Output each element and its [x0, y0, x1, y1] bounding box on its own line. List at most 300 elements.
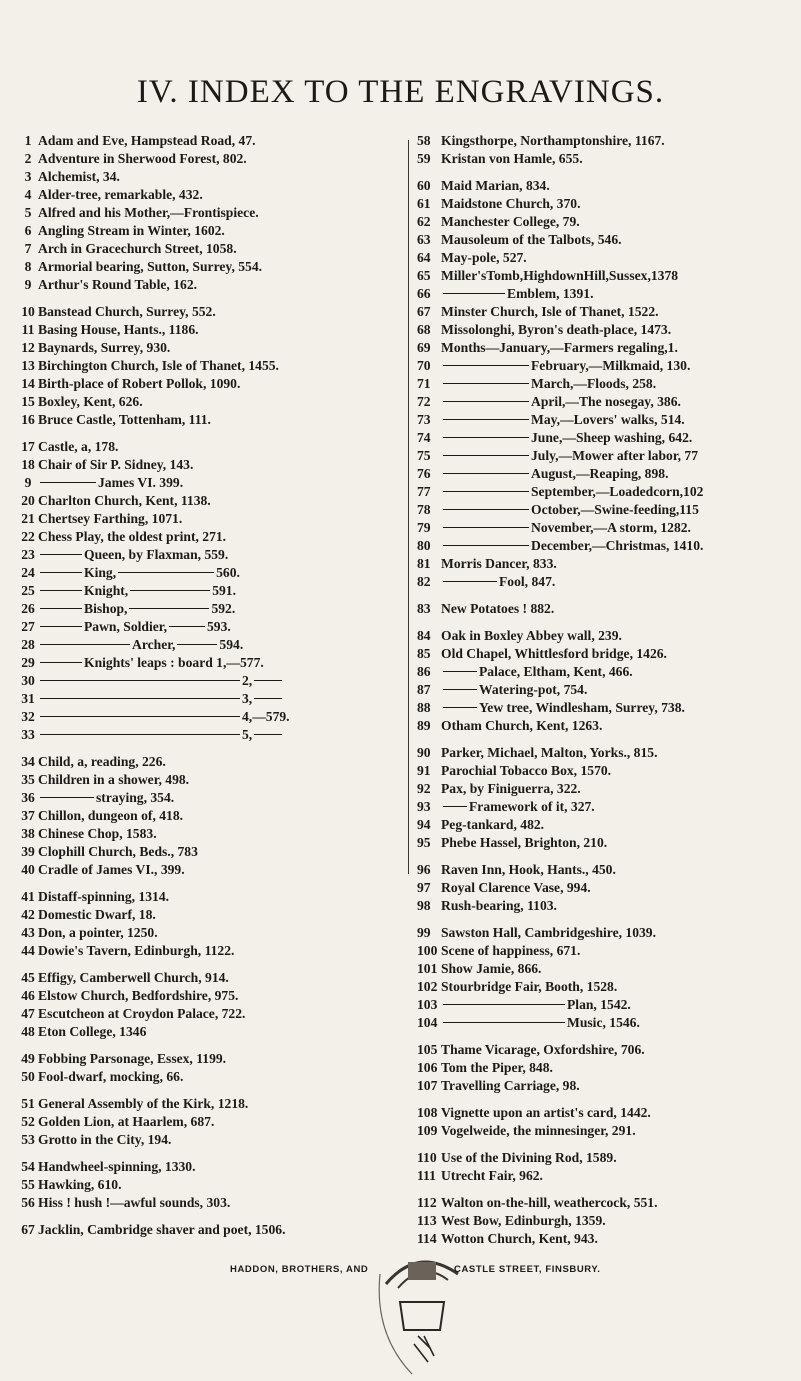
entry-number: 15	[21, 394, 35, 409]
ditto-rule	[118, 572, 214, 573]
index-entry	[417, 1104, 789, 1122]
entry-number: 8	[24, 259, 32, 274]
index-entry	[18, 438, 406, 456]
entry-text: Otham Church, Kent, 1263.	[441, 718, 603, 733]
index-entry	[18, 888, 406, 906]
group-gap	[18, 429, 406, 438]
ditto-rule	[40, 680, 240, 681]
entry-number: 99	[417, 925, 431, 940]
index-entry	[417, 537, 789, 555]
entry-text: Knight,	[84, 583, 129, 598]
entry-number: 95	[417, 835, 431, 850]
entry-number: 49	[21, 1051, 35, 1066]
entry-text: Sawston Hall, Cambridgeshire, 1039.	[441, 925, 656, 940]
ditto-rule	[443, 401, 529, 402]
index-entry	[417, 879, 789, 897]
entry-text: Phebe Hassel, Brighton, 210.	[441, 835, 608, 850]
entry-text: Dowie's Tavern, Edinburgh, 1122.	[38, 943, 235, 958]
group-gap	[417, 1140, 789, 1149]
entry-text: Arthur's Round Table, 162.	[38, 277, 198, 292]
entry-text: June,—Sheep washing, 642.	[531, 430, 693, 445]
entry-number: 41	[21, 889, 35, 904]
entry-text: Boxley, Kent, 626.	[38, 394, 143, 409]
index-entry	[417, 1077, 789, 1095]
index-entry	[417, 339, 789, 357]
column-divider	[408, 140, 409, 874]
entry-number: 13	[21, 358, 35, 373]
index-entry	[18, 1005, 406, 1023]
entry-number: 83	[417, 601, 431, 616]
entry-text: Fool, 847.	[499, 574, 556, 589]
entry-text: Yew tree, Windlesham, Surrey, 738.	[479, 700, 685, 715]
entry-number: 56	[21, 1195, 35, 1210]
entry-number: 20	[21, 493, 35, 508]
entry-text: Cradle of James VI., 399.	[38, 862, 185, 877]
index-entry	[417, 573, 789, 591]
entry-text: Baynards, Surrey, 930.	[38, 340, 171, 355]
index-entry	[18, 618, 406, 636]
entry-text: Utrecht Fair, 962.	[441, 1168, 543, 1183]
entry-text: August,—Reaping, 898.	[531, 466, 669, 481]
entry-text: Pawn, Soldier,	[84, 619, 167, 634]
entry-number: 11	[21, 322, 35, 337]
ditto-rule	[40, 698, 240, 699]
index-entry	[417, 501, 789, 519]
index-entry	[18, 987, 406, 1005]
entry-text: Vignette upon an artist's card, 1442.	[441, 1105, 651, 1120]
ditto-rule	[443, 527, 529, 528]
entry-text: Peg-tankard, 482.	[441, 817, 545, 832]
entry-number: 1	[24, 133, 32, 148]
entry-text: December,—Christmas, 1410.	[531, 538, 704, 553]
entry-text: October,—Swine-feeding,115	[531, 502, 699, 517]
entry-text: Kingsthorpe, Northamptonshire, 1167.	[441, 133, 665, 148]
entry-text: Show Jamie, 866.	[441, 961, 542, 976]
ditto-rule	[443, 689, 477, 690]
index-entry	[18, 969, 406, 987]
entry-text: Escutcheon at Croydon Palace, 722.	[38, 1006, 246, 1021]
index-entry	[18, 564, 406, 582]
entry-text: Handwheel-spinning, 1330.	[38, 1159, 196, 1174]
group-gap	[417, 915, 789, 924]
entry-text: Scene of happiness, 671.	[441, 943, 581, 958]
entry-number: 54	[21, 1159, 35, 1174]
ditto-rule	[443, 419, 529, 420]
entry-number: 75	[417, 448, 431, 463]
index-entry	[18, 600, 406, 618]
entry-number: 90	[417, 745, 431, 760]
index-entry	[417, 897, 789, 915]
entry-number: 104	[417, 1015, 438, 1030]
entry-number: 48	[21, 1024, 35, 1039]
entry-number: 26	[21, 601, 35, 616]
group-gap	[18, 960, 406, 969]
ditto-rule	[443, 806, 467, 807]
index-entry	[417, 177, 789, 195]
index-entry	[18, 339, 406, 357]
entry-text: Chertsey Farthing, 1071.	[38, 511, 183, 526]
entry-number: 66	[417, 286, 431, 301]
entry-number: 110	[417, 1150, 437, 1165]
ditto-rule	[443, 473, 529, 474]
entry-number: 39	[21, 844, 35, 859]
entry-text: Birth-place of Robert Pollok, 1090.	[38, 376, 241, 391]
entry-text: Alder-tree, remarkable, 432.	[38, 187, 203, 202]
group-gap	[417, 852, 789, 861]
index-entry	[18, 186, 406, 204]
entry-text: Framework of it, 327.	[469, 799, 595, 814]
entry-number: 73	[417, 412, 431, 427]
index-entry	[417, 996, 789, 1014]
entry-text: 594.	[219, 637, 244, 652]
ditto-rule	[40, 662, 82, 663]
index-entry	[417, 762, 789, 780]
entry-text: Children in a shower, 498.	[38, 772, 190, 787]
entry-text: 2,	[242, 673, 253, 688]
entry-number: 59	[417, 151, 431, 166]
entry-text: Morris Dancer, 833.	[441, 556, 557, 571]
index-entry	[417, 780, 789, 798]
ditto-rule	[40, 482, 96, 483]
entry-text: Mausoleum of the Talbots, 546.	[441, 232, 622, 247]
entry-number: 29	[21, 655, 35, 670]
entry-text: November,—A storm, 1282.	[531, 520, 691, 535]
ditto-rule	[40, 554, 82, 555]
entry-number: 24	[21, 565, 35, 580]
index-entry	[417, 717, 789, 735]
ditto-rule	[40, 572, 82, 573]
index-entry	[417, 1059, 789, 1077]
index-entry	[18, 1113, 406, 1131]
index-entry	[18, 240, 406, 258]
entry-text: straying, 354.	[96, 790, 175, 805]
entry-text: Charlton Church, Kent, 1138.	[38, 493, 211, 508]
entry-text: February,—Milkmaid, 130.	[531, 358, 691, 373]
ditto-rule	[40, 626, 82, 627]
entry-text: Fool-dwarf, mocking, 66.	[38, 1069, 184, 1084]
index-entry	[18, 1221, 406, 1239]
ditto-rule	[254, 734, 282, 735]
index-entry	[18, 1131, 406, 1149]
entry-number: 67	[21, 1222, 35, 1237]
index-column-left	[18, 132, 406, 1239]
index-entry	[417, 132, 789, 150]
index-entry	[18, 636, 406, 654]
index-entry	[417, 357, 789, 375]
entry-text: Parochial Tobacco Box, 1570.	[441, 763, 612, 778]
index-entry	[18, 906, 406, 924]
index-entry	[18, 132, 406, 150]
entry-number: 71	[417, 376, 431, 391]
index-entry	[18, 771, 406, 789]
entry-number: 62	[417, 214, 431, 229]
entry-text: Knights' leaps : board 1,—577.	[84, 655, 264, 670]
index-entry	[417, 699, 789, 717]
entry-number: 6	[24, 223, 32, 238]
entry-number: 23	[21, 547, 35, 562]
entry-number: 94	[417, 817, 431, 832]
index-entry	[417, 303, 789, 321]
group-gap	[18, 744, 406, 753]
entry-number: 91	[417, 763, 431, 778]
entry-number: 35	[21, 772, 35, 787]
entry-text: Archer,	[132, 637, 176, 652]
ditto-rule	[177, 644, 217, 645]
entry-number: 85	[417, 646, 431, 661]
index-entry	[417, 645, 789, 663]
ditto-rule	[40, 644, 130, 645]
entry-number: 17	[21, 439, 35, 454]
index-entry	[18, 1176, 406, 1194]
entry-text: May-pole, 527.	[441, 250, 527, 265]
entry-number: 68	[417, 322, 431, 337]
index-entry	[417, 267, 789, 285]
ditto-rule	[443, 545, 529, 546]
group-gap	[417, 591, 789, 600]
entry-number: 74	[417, 430, 431, 445]
entry-text: Grotto in the City, 194.	[38, 1132, 172, 1147]
entry-number: 80	[417, 538, 431, 553]
index-entry	[18, 303, 406, 321]
entry-text: September,—Loadedcorn,102	[531, 484, 704, 499]
index-entry	[18, 321, 406, 339]
ditto-rule	[40, 608, 82, 609]
entry-text: Bruce Castle, Tottenham, 111.	[38, 412, 211, 427]
entry-number: 42	[21, 907, 35, 922]
index-entry	[417, 411, 789, 429]
index-entry	[417, 960, 789, 978]
entry-number: 61	[417, 196, 431, 211]
entry-text: Queen, by Flaxman, 559.	[84, 547, 229, 562]
index-entry	[18, 789, 406, 807]
entry-number: 5	[24, 205, 32, 220]
entry-text: 591.	[212, 583, 236, 598]
entry-text: Chinese Chop, 1583.	[38, 826, 157, 841]
entry-number: 51	[21, 1096, 35, 1111]
index-entry	[417, 555, 789, 573]
index-entry	[18, 582, 406, 600]
ditto-rule	[254, 698, 282, 699]
entry-text: Basing House, Hants., 1186.	[38, 322, 199, 337]
entry-number: 40	[21, 862, 35, 877]
index-entry	[417, 483, 789, 501]
entry-text: Stourbridge Fair, Booth, 1528.	[441, 979, 618, 994]
publisher-imprint	[230, 1264, 610, 1278]
ditto-rule	[129, 608, 209, 609]
entry-text: Missolonghi, Byron's death-place, 1473.	[441, 322, 672, 337]
entry-text: Armorial bearing, Sutton, Surrey, 554.	[38, 259, 263, 274]
index-entry	[417, 429, 789, 447]
index-entry	[18, 1050, 406, 1068]
entry-number: 46	[21, 988, 35, 1003]
ditto-rule	[443, 383, 529, 384]
entry-text: Walton on-the-hill, weathercock, 551.	[441, 1195, 658, 1210]
index-entry	[417, 600, 789, 618]
entry-number: 16	[21, 412, 35, 427]
index-entry	[417, 627, 789, 645]
entry-number: 97	[417, 880, 431, 895]
entry-text: Golden Lion, at Haarlem, 687.	[38, 1114, 215, 1129]
index-entry	[417, 798, 789, 816]
entry-number: 63	[417, 232, 431, 247]
entry-text: Effigy, Camberwell Church, 914.	[38, 970, 229, 985]
index-entry	[18, 843, 406, 861]
group-gap	[18, 1041, 406, 1050]
entry-number: 109	[417, 1123, 438, 1138]
entry-text: Oak in Boxley Abbey wall, 239.	[441, 628, 622, 643]
entry-number: 4	[24, 187, 32, 202]
entry-text: Hawking, 610.	[38, 1177, 122, 1192]
entry-text: New Potatoes ! 882.	[441, 601, 555, 616]
entry-number: 111	[417, 1168, 436, 1183]
entry-number: 87	[417, 682, 431, 697]
entry-text: 560.	[216, 565, 240, 580]
index-entry	[417, 231, 789, 249]
index-entry	[18, 726, 406, 744]
ditto-rule	[443, 491, 529, 492]
entry-text: Travelling Carriage, 98.	[441, 1078, 580, 1093]
group-gap	[417, 1095, 789, 1104]
entry-text: Manchester College, 79.	[441, 214, 580, 229]
index-entry	[18, 393, 406, 411]
entry-number: 37	[21, 808, 35, 823]
index-entry	[18, 375, 406, 393]
entry-number: 3	[24, 169, 32, 184]
index-entry	[417, 465, 789, 483]
index-entry	[417, 519, 789, 537]
index-entry	[18, 1194, 406, 1212]
entry-text: Minster Church, Isle of Thanet, 1522.	[441, 304, 659, 319]
index-entry	[417, 924, 789, 942]
entry-text: Domestic Dwarf, 18.	[38, 907, 156, 922]
entry-text: Don, a pointer, 1250.	[38, 925, 158, 940]
index-entry	[417, 150, 789, 168]
entry-number: 84	[417, 628, 431, 643]
index-entry	[18, 510, 406, 528]
index-entry	[18, 204, 406, 222]
entry-text: Alchemist, 34.	[38, 169, 120, 184]
entry-text: Jacklin, Cambridge shaver and poet, 1506.	[38, 1222, 286, 1237]
entry-text: Banstead Church, Surrey, 552.	[38, 304, 216, 319]
entry-number: 92	[417, 781, 431, 796]
entry-number: 43	[21, 925, 35, 940]
ditto-rule	[443, 293, 505, 294]
entry-number: 52	[21, 1114, 35, 1129]
entry-number: 47	[21, 1006, 35, 1021]
entry-number: 96	[417, 862, 431, 877]
entry-text: Watering-pot, 754.	[479, 682, 588, 697]
index-entry	[417, 1230, 789, 1248]
entry-text: Rush-bearing, 1103.	[441, 898, 557, 913]
index-entry	[417, 1167, 789, 1185]
entry-text: Fobbing Parsonage, Essex, 1199.	[38, 1051, 227, 1066]
index-entry	[18, 222, 406, 240]
index-entry	[417, 942, 789, 960]
entry-text: Adventure in Sherwood Forest, 802.	[38, 151, 247, 166]
entry-number: 36	[21, 790, 35, 805]
entry-number: 86	[417, 664, 431, 679]
ditto-rule	[443, 707, 477, 708]
entry-number: 38	[21, 826, 35, 841]
entry-text: Elstow Church, Bedfordshire, 975.	[38, 988, 239, 1003]
entry-number: 22	[21, 529, 35, 544]
index-entry	[417, 816, 789, 834]
group-gap	[417, 1185, 789, 1194]
entry-text: Alfred and his Mother,—Frontispiece.	[38, 205, 259, 220]
entry-number: 76	[417, 466, 431, 481]
entry-number: 34	[21, 754, 35, 769]
ditto-rule	[130, 590, 210, 591]
entry-text: Hiss ! hush !—awful sounds, 303.	[38, 1195, 231, 1210]
entry-number: 7	[24, 241, 32, 256]
entry-number: 44	[21, 943, 35, 958]
entry-number: 9	[24, 475, 32, 490]
entry-text: July,—Mower after labor, 77	[531, 448, 699, 463]
entry-number: 31	[21, 691, 35, 706]
entry-number: 69	[417, 340, 431, 355]
entry-text: Angling Stream in Winter, 1602.	[38, 223, 225, 238]
ditto-rule	[40, 590, 82, 591]
entry-number: 70	[417, 358, 431, 373]
entry-text: Chillon, dungeon of, 418.	[38, 808, 184, 823]
entry-number: 113	[417, 1213, 437, 1228]
index-entry	[18, 654, 406, 672]
index-entry	[18, 1068, 406, 1086]
index-entry	[18, 672, 406, 690]
index-entry	[18, 150, 406, 168]
entry-text: Tom the Piper, 848.	[441, 1060, 553, 1075]
entry-number: 30	[21, 673, 35, 688]
entry-number: 101	[417, 961, 438, 976]
entry-text: Parker, Michael, Malton, Yorks., 815.	[441, 745, 658, 760]
group-gap	[18, 1086, 406, 1095]
ditto-rule	[40, 734, 240, 735]
entry-number: 77	[417, 484, 431, 499]
entry-text: Chair of Sir P. Sidney, 143.	[38, 457, 194, 472]
group-gap	[18, 1212, 406, 1221]
entry-text: Raven Inn, Hook, Hants., 450.	[441, 862, 616, 877]
ditto-rule	[443, 365, 529, 366]
entry-text: Maidstone Church, 370.	[441, 196, 581, 211]
index-entry	[417, 1041, 789, 1059]
entry-number: 102	[417, 979, 438, 994]
entry-number: 106	[417, 1060, 438, 1075]
entry-number: 14	[21, 376, 35, 391]
entry-number: 67	[417, 304, 431, 319]
entry-number: 21	[21, 511, 35, 526]
index-entry	[18, 168, 406, 186]
index-entry	[417, 663, 789, 681]
index-entry	[18, 861, 406, 879]
entry-text: West Bow, Edinburgh, 1359.	[441, 1213, 606, 1228]
ditto-rule	[443, 581, 497, 582]
entry-number: 25	[21, 583, 35, 598]
entry-number: 28	[21, 637, 35, 652]
index-entry	[18, 942, 406, 960]
index-entry	[417, 285, 789, 303]
entry-number: 112	[417, 1195, 437, 1210]
group-gap	[417, 618, 789, 627]
ditto-rule	[443, 455, 529, 456]
entry-text: Emblem, 1391.	[507, 286, 594, 301]
ditto-rule	[443, 671, 477, 672]
entry-number: 58	[417, 133, 431, 148]
index-entry	[18, 924, 406, 942]
ditto-rule	[169, 626, 205, 627]
imprint-right: CASTLE STREET, FINSBURY.	[454, 1264, 601, 1275]
entry-number: 65	[417, 268, 431, 283]
entry-number: 12	[21, 340, 35, 355]
